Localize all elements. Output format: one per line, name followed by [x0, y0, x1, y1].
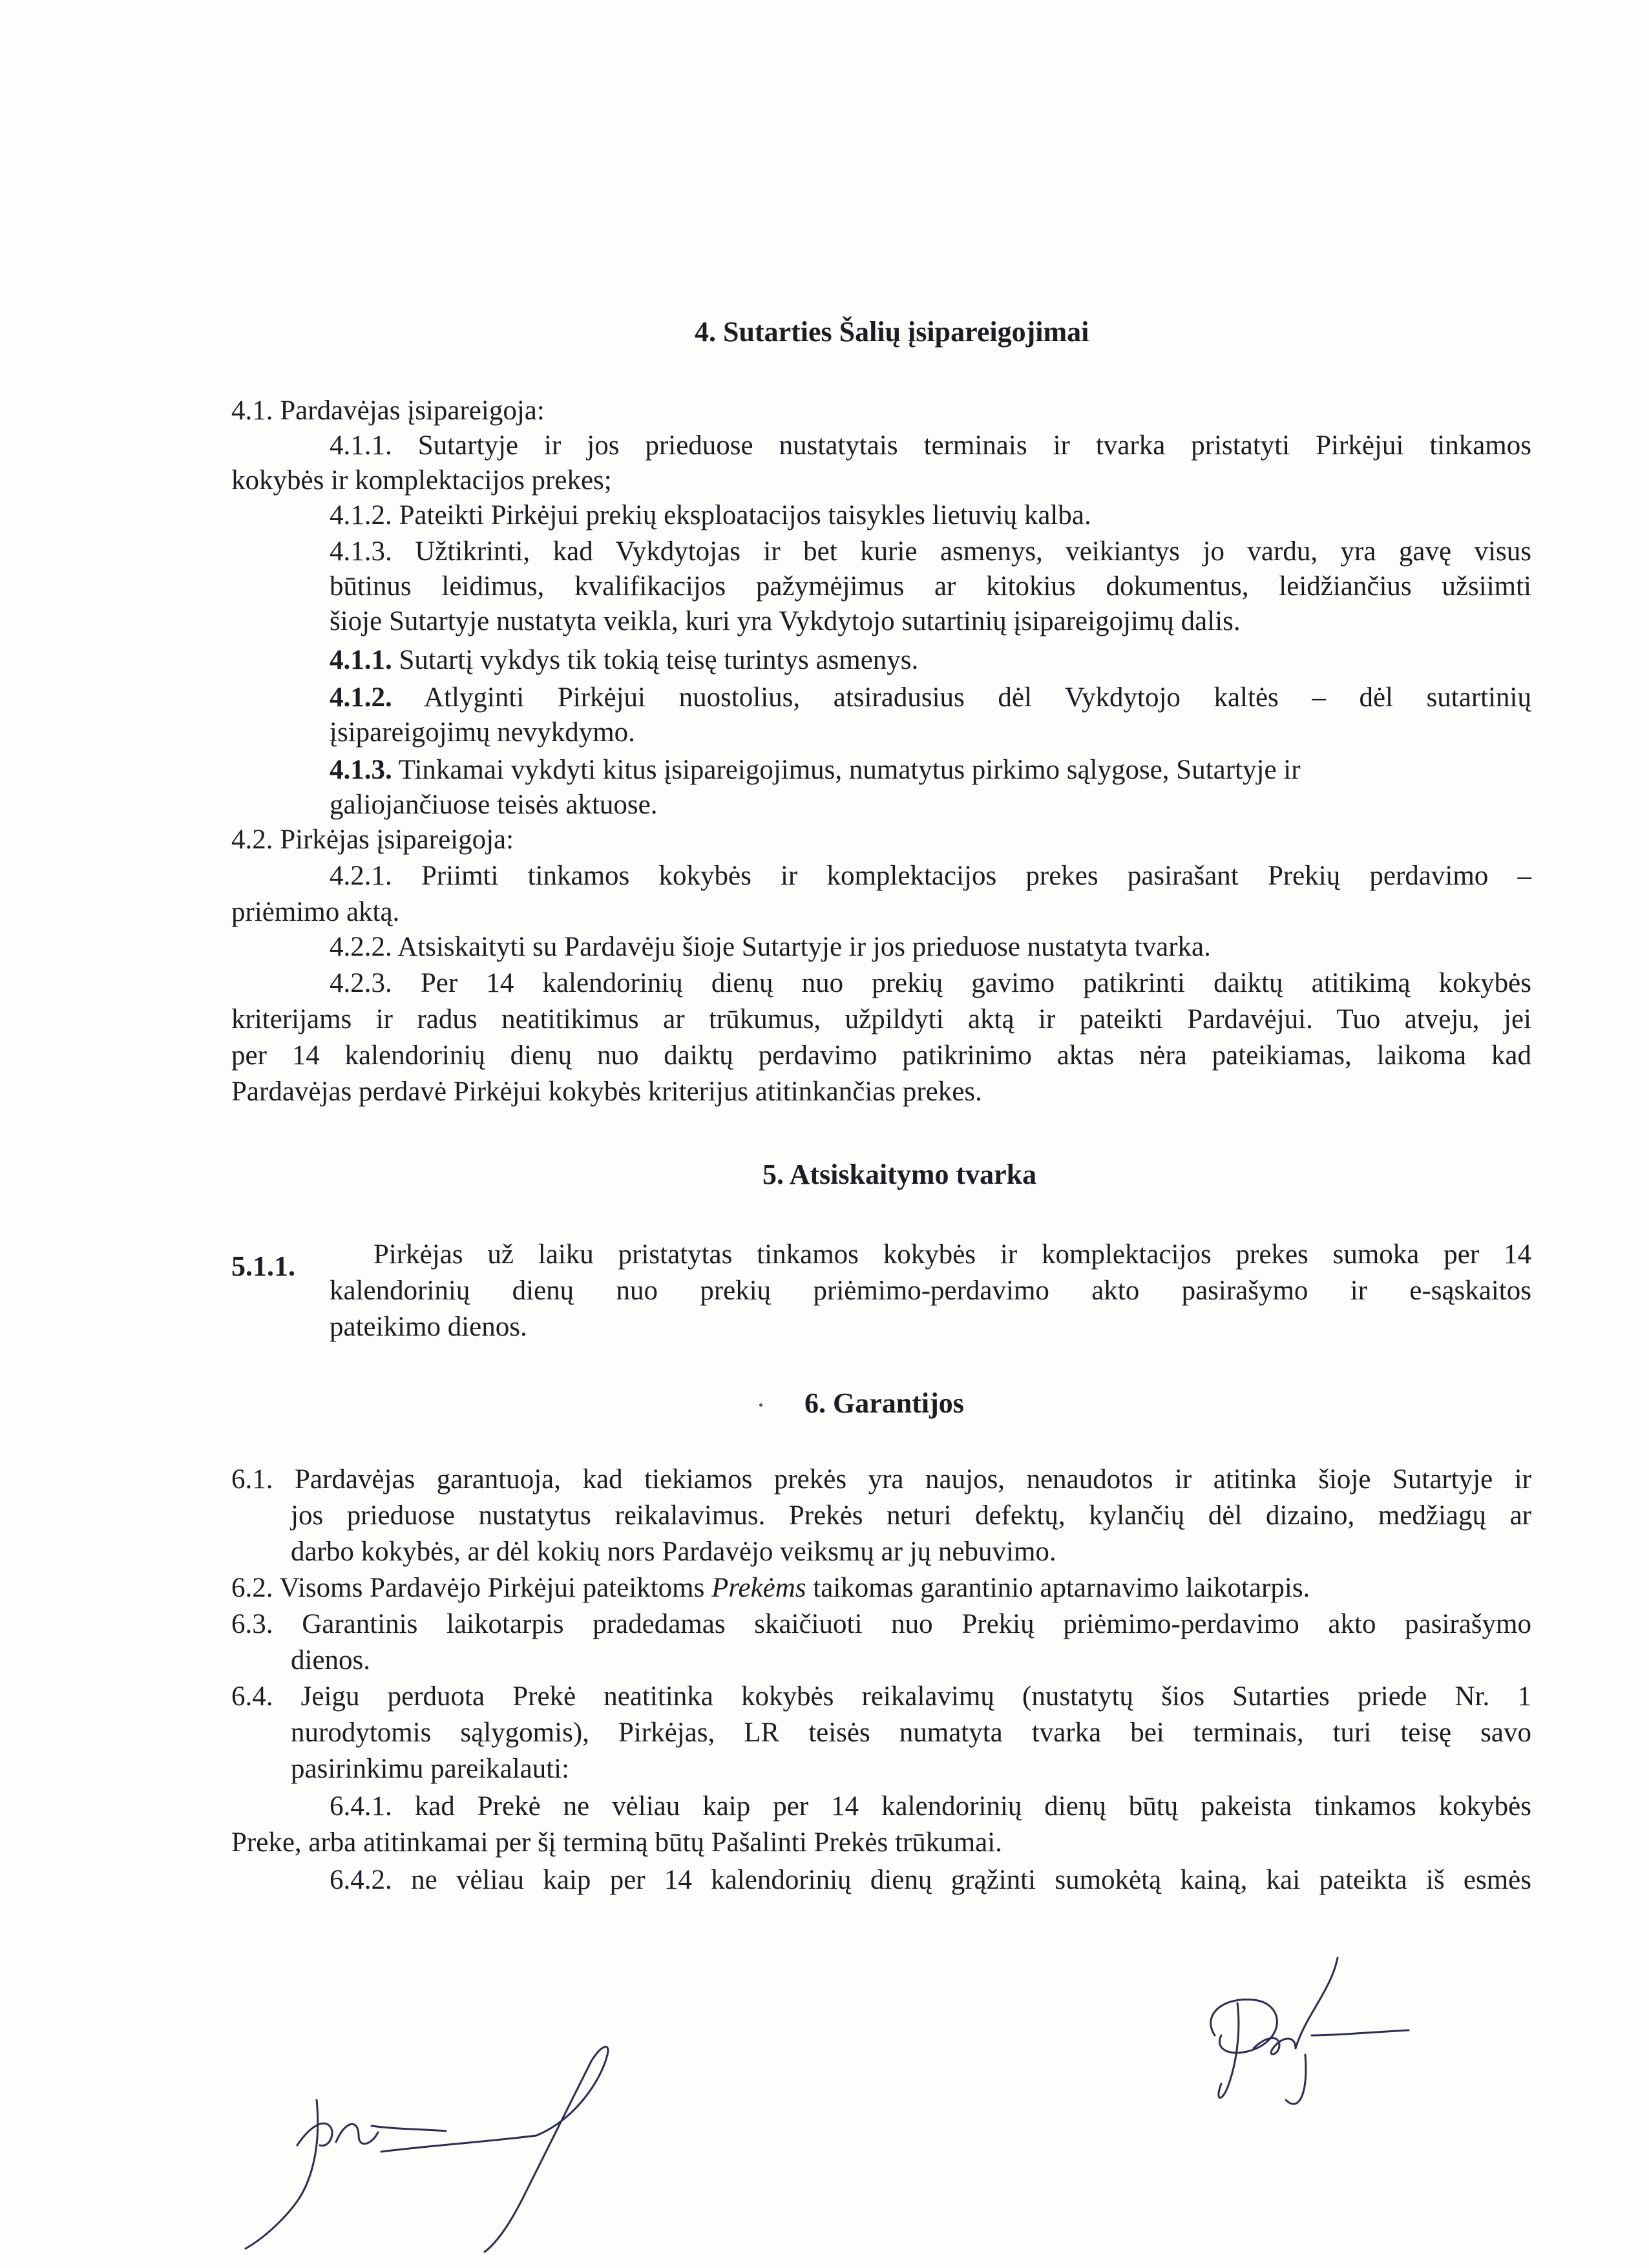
clause-4-2-3-cont-1: kriterijams ir radus neatitikimus ar trūkumus, užpildyti aktą ir pateikti Pardavėjui. Tuo atveju, jei [231, 1004, 1531, 1034]
clause-b-4-1-3 [330, 756, 1301, 784]
clause-6-2 [231, 1574, 1310, 1602]
clause-b-4-1-2-cont: įsipareigojimų nevykdymo. [330, 717, 635, 748]
clause-6-3-cont: dienos. [291, 1645, 371, 1675]
clause-4-1: 4.1. Pardavėjas įsipareigoja: [231, 395, 545, 426]
clause-6-1-cont-1: jos prieduose nustatytus reikalavimus. Prekės neturi defektų, kylančių dėl dizaino, medžiagų ar [291, 1500, 1531, 1531]
clause-5-1-1-number: 5.1.1. [231, 1250, 295, 1282]
clause-4-2-3: 4.2.3. Per 14 kalendorinių dienų nuo prekių gavimo patikrinti daiktų atitikimą kokybės [330, 968, 1531, 998]
clause-4-2-1-cont: priėmimo aktą. [231, 897, 400, 927]
clause-4-2-3-cont-3: Pardavėjas perdavė Pirkėjui kokybės kriterijus atitinkančias prekes. [231, 1076, 982, 1107]
clause-6-1: 6.1. Pardavėjas garantuoja, kad tiekiamos prekės yra naujos, nenaudotos ir atitinka šioje Sutartyje ir [231, 1464, 1531, 1495]
section-4-heading: 4. Sutarties Šalių įsipareigojimai [695, 316, 1089, 348]
clause-4-1-3: 4.1.3. Užtikrinti, kad Vykdytojas ir bet kurie asmenys, veikiantys jo vardu, yra gavę visus [330, 536, 1531, 567]
clause-b-4-1-1-number: 4.1.1. [330, 645, 392, 675]
clause-4-2-3-cont-2: per 14 kalendorinių dienų nuo daiktų perdavimo patikrinimo aktas nėra pateikiamas, laikoma kad [231, 1040, 1531, 1071]
clause-5-1-1-cont-2: pateikimo dienos. [330, 1312, 527, 1342]
clause-6-4: 6.4. Jeigu perduota Prekė neatitinka kokybės reikalavimų (nustatytų šios Sutarties priede Nr. 1 [231, 1681, 1531, 1712]
clause-6-4-cont-1: nurodytomis sąlygomis), Pirkėjas, LR teisės numatyta tvarka bei terminais, turi teisę savo [291, 1717, 1531, 1748]
clause-6-4-2: 6.4.2. ne vėliau kaip per 14 kalendorinių dienų grąžinti sumokėtą kainą, kai pateikta iš esmės [330, 1865, 1531, 1895]
clause-6-4-cont-2: pasirinkimu pareikalauti: [291, 1754, 570, 1784]
clause-6-4-1: 6.4.1. kad Prekė ne vėliau kaip per 14 kalendorinių dienų būtų pakeista tinkamos kokybės [330, 1791, 1531, 1822]
clause-5-1-1: Pirkėjas už laiku pristatytas tinkamos kokybės ir komplektacijos prekes sumoka per 14 [373, 1239, 1531, 1270]
clause-6-2-post: taikomas garantinio aptarnavimo laikotarpis. [806, 1573, 1310, 1603]
section-5-heading: 5. Atsiskaitymo tvarka [762, 1159, 1037, 1190]
clause-4-1-1: 4.1.1. Sutartyje ir jos prieduose nustatytais terminais ir tvarka pristatyti Pirkėjui tinkamos [330, 430, 1531, 461]
signature-right [1176, 1938, 1447, 2132]
clause-4-2-2: 4.2.2. Atsiskaityti su Pardavėju šioje Sutartyje ir jos prieduose nustatyta tvarka. [330, 932, 1211, 962]
clause-4-1-3-cont-1: būtinus leidimus, kvalifikacijos pažymėjimus ar kitokius dokumentus, leidžiančius užsiimti [330, 571, 1531, 602]
clause-6-2-pre: 6.2. Visoms Pardavėjo Pirkėjui pateiktoms [231, 1573, 712, 1603]
clause-4-1-3-cont-2: šioje Sutartyje nustatyta veikla, kuri yra Vykdytojo sutartinių įsipareigojimų dalis. [330, 606, 1241, 636]
clause-b-4-1-2 [330, 684, 1531, 711]
signature-left [239, 2029, 640, 2255]
clause-b-4-1-3-number: 4.1.3. [330, 755, 392, 785]
clause-b-4-1-1-text: Sutartį vykdys tik tokią teisę turintys asmenys. [392, 645, 919, 675]
clause-4-2-1: 4.2.1. Priimti tinkamos kokybės ir komplektacijos prekes pasirašant Prekių perdavimo – [330, 861, 1531, 891]
clause-b-4-1-1 [330, 646, 918, 674]
clause-4-1-2: 4.1.2. Pateikti Pirkėjui prekių eksploatacijos taisykles lietuvių kalba. [330, 500, 1091, 530]
clause-b-4-1-3-cont: galiojančiuose teisės aktuose. [330, 790, 658, 820]
stray-dot [759, 1403, 762, 1407]
clause-4-1-1-cont: kokybės ir komplektacijos prekes; [231, 465, 612, 496]
clause-4-2: 4.2. Pirkėjas įsipareigoja: [231, 824, 514, 855]
clause-b-4-1-3-text: Tinkamai vykdyti kitus įsipareigojimus, numatytus pirkimo sąlygose, Sutartyje ir [392, 755, 1301, 785]
clause-6-3: 6.3. Garantinis laikotarpis pradedamas skaičiuoti nuo Prekių priėmimo-perdavimo akto pasirašymo [231, 1609, 1531, 1639]
clause-b-4-1-2-number: 4.1.2. [330, 682, 392, 713]
clause-6-4-1-cont: Preke, arba atitinkamai per šį terminą būtų Pašalinti Prekės trūkumai. [231, 1827, 1002, 1858]
clause-b-4-1-2-text: Atlyginti Pirkėjui nuostolius, atsiradusius dėl Vykdytojo kaltės – dėl sutartinių [392, 682, 1531, 713]
clause-6-2-italic: Prekėms [711, 1573, 806, 1603]
clause-5-1-1-cont-1: kalendorinių dienų nuo prekių priėmimo-perdavimo akto pasirašymo ir e-sąskaitos [330, 1276, 1531, 1306]
clause-6-1-cont-2: darbo kokybės, ar dėl kokių nors Pardavėjo veiksmų ar jų nebuvimo. [291, 1537, 1056, 1567]
section-6-heading: 6. Garantijos [804, 1387, 964, 1419]
